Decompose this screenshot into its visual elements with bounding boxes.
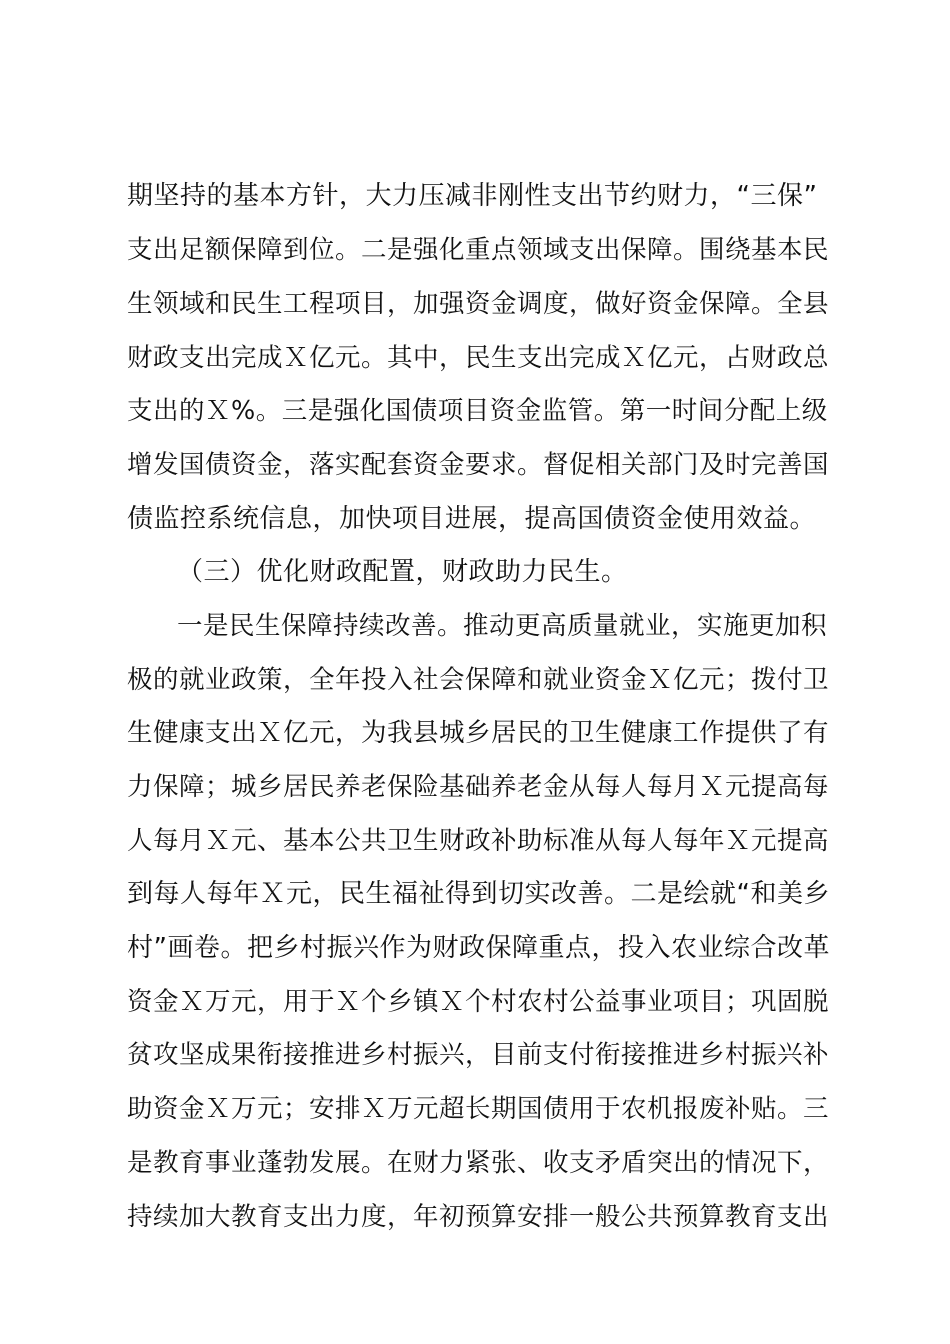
text-line-4: 财政支出完成Ｘ亿元。其中，民生支出完成Ｘ亿元，占财政总 <box>127 343 830 373</box>
text-line-10: 极的就业政策，全年投入社会保障和就业资金Ｘ亿元；拨付卫 <box>127 665 830 695</box>
text-line-20: 持续加大教育支出力度，年初预算安排一般公共预算教育支出 <box>127 1202 830 1232</box>
text-line-17: 贫攻坚成果衔接推进乡村振兴，目前支付衔接推进乡村振兴补 <box>127 1040 830 1070</box>
text-line-6: 增发国债资金，落实配套资金要求。督促相关部门及时完善国 <box>127 450 830 480</box>
text-line-13: 人每月Ｘ元、基本公共卫生财政补助标准从每人每年Ｘ元提高 <box>127 826 830 856</box>
text-line-9: 一是民生保障持续改善。推动更高质量就业，实施更加积 <box>177 611 828 641</box>
text-line-3: 生领域和民生工程项目，加强资金调度，做好资金保障。全县 <box>127 289 830 319</box>
text-line-18: 助资金Ｘ万元；安排Ｘ万元超长期国债用于农机报废补贴。三 <box>127 1094 830 1124</box>
text-line-11: 生健康支出Ｘ亿元，为我县城乡居民的卫生健康工作提供了有 <box>127 718 830 748</box>
text-line-15: 村”画卷。把乡村振兴作为财政保障重点，投入农业综合改革 <box>127 933 830 963</box>
section-heading: （三）优化财政配置，财政助力民生。 <box>177 557 628 587</box>
text-line-12: 力保障；城乡居民养老保险基础养老金从每人每月Ｘ元提高每 <box>127 772 830 802</box>
text-line-14: 到每人每年Ｘ元，民生福祉得到切实改善。二是绘就“和美乡 <box>127 879 830 909</box>
text-line-16: 资金Ｘ万元，用于Ｘ个乡镇Ｘ个村农村公益事业项目；巩固脱 <box>127 987 830 1017</box>
text-line-19: 是教育事业蓬勃发展。在财力紧张、收支矛盾突出的情况下， <box>127 1148 830 1178</box>
text-line-1: 期坚持的基本方针，大力压减非刚性支出节约财力，“三保” <box>127 181 818 211</box>
text-line-7: 债监控系统信息，加快项目进展，提高国债资金使用效益。 <box>127 504 817 534</box>
text-line-5: 支出的Ｘ%。三是强化国债项目资金监管。第一时间分配上级 <box>127 396 828 426</box>
text-line-2: 支出足额保障到位。二是强化重点领域支出保障。围绕基本民 <box>127 235 830 265</box>
